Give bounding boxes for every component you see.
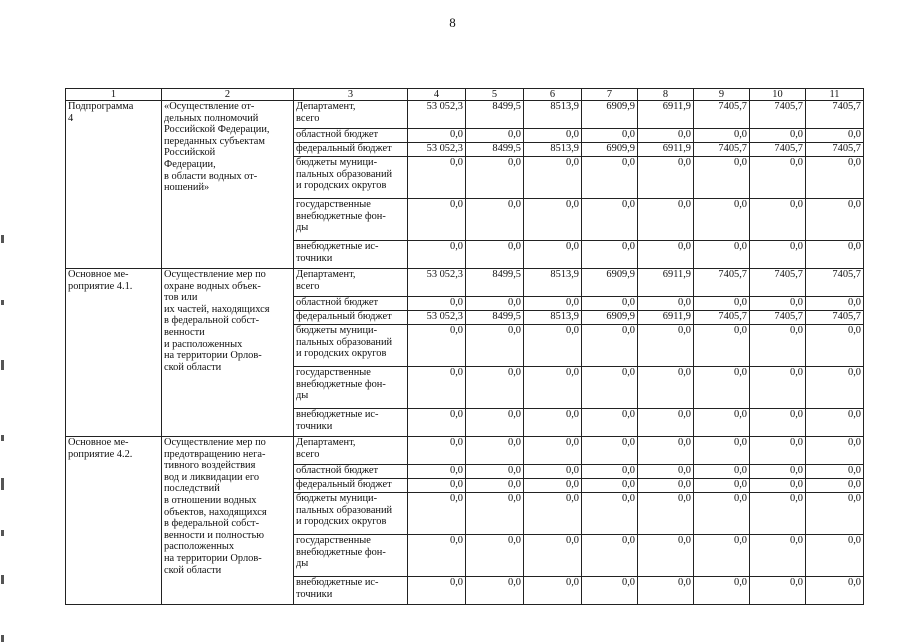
program-name-cell: Основное ме- роприятие 4.2.	[66, 437, 162, 605]
amount-cell: 0,0	[582, 479, 638, 493]
amount-cell: 0,0	[750, 437, 806, 465]
amount-cell: 0,0	[694, 157, 750, 199]
funding-source-cell: федеральный бюджет	[294, 311, 408, 325]
amount-cell: 7405,7	[750, 269, 806, 297]
amount-cell: 0,0	[524, 367, 582, 409]
amount-cell: 0,0	[582, 241, 638, 269]
amount-cell: 7405,7	[806, 101, 864, 129]
amount-cell: 8513,9	[524, 269, 582, 297]
funding-source-cell: Департамент, всего	[294, 269, 408, 297]
table-row	[66, 269, 864, 297]
amount-cell: 0,0	[750, 297, 806, 311]
amount-cell: 6909,9	[582, 143, 638, 157]
amount-cell: 0,0	[466, 577, 524, 605]
amount-cell: 0,0	[524, 409, 582, 437]
amount-cell: 0,0	[408, 199, 466, 241]
amount-cell: 0,0	[408, 465, 466, 479]
amount-cell: 0,0	[466, 367, 524, 409]
amount-cell: 0,0	[694, 535, 750, 577]
amount-cell: 6911,9	[638, 269, 694, 297]
amount-cell: 6909,9	[582, 101, 638, 129]
program-description-cell: «Осуществление от- дельных полномочий Российской Федерации, переданных субъектам Российской Федерации, в области водных от- ношений»	[162, 101, 294, 269]
amount-cell: 7405,7	[806, 269, 864, 297]
header-cell: 6	[524, 89, 582, 101]
amount-cell: 0,0	[408, 157, 466, 199]
amount-cell: 0,0	[638, 157, 694, 199]
amount-cell: 7405,7	[806, 311, 864, 325]
amount-cell: 0,0	[694, 437, 750, 465]
amount-cell: 0,0	[524, 577, 582, 605]
amount-cell: 0,0	[466, 157, 524, 199]
funding-source-cell: внебюджетные ис- точники	[294, 409, 408, 437]
amount-cell: 0,0	[466, 409, 524, 437]
amount-cell: 0,0	[806, 479, 864, 493]
amount-cell: 0,0	[582, 535, 638, 577]
amount-cell: 0,0	[750, 577, 806, 605]
amount-cell: 53 052,3	[408, 143, 466, 157]
header-cell: 4	[408, 89, 466, 101]
amount-cell: 0,0	[408, 479, 466, 493]
header-cell: 11	[806, 89, 864, 101]
amount-cell: 0,0	[806, 493, 864, 535]
amount-cell: 0,0	[638, 535, 694, 577]
amount-cell: 0,0	[806, 577, 864, 605]
funding-source-cell: бюджеты муници- пальных образований и городских округов	[294, 493, 408, 535]
amount-cell: 0,0	[750, 465, 806, 479]
amount-cell: 8513,9	[524, 143, 582, 157]
amount-cell: 7405,7	[694, 311, 750, 325]
amount-cell: 7405,7	[750, 311, 806, 325]
program-name-cell: Подпрограмма 4	[66, 101, 162, 269]
amount-cell: 7405,7	[806, 143, 864, 157]
amount-cell: 8513,9	[524, 311, 582, 325]
amount-cell: 0,0	[524, 325, 582, 367]
funding-source-cell: бюджеты муници- пальных образований и городских округов	[294, 157, 408, 199]
amount-cell: 0,0	[524, 241, 582, 269]
amount-cell: 0,0	[750, 199, 806, 241]
amount-cell: 0,0	[638, 409, 694, 437]
amount-cell: 0,0	[638, 241, 694, 269]
amount-cell: 0,0	[466, 325, 524, 367]
amount-cell: 0,0	[694, 367, 750, 409]
amount-cell: 0,0	[466, 199, 524, 241]
amount-cell: 0,0	[750, 409, 806, 437]
amount-cell: 0,0	[694, 199, 750, 241]
funding-source-cell: государственные внебюджетные фон- ды	[294, 535, 408, 577]
amount-cell: 0,0	[638, 577, 694, 605]
funding-source-cell: федеральный бюджет	[294, 143, 408, 157]
amount-cell: 0,0	[524, 479, 582, 493]
amount-cell: 6909,9	[582, 311, 638, 325]
amount-cell: 0,0	[806, 409, 864, 437]
amount-cell: 0,0	[582, 493, 638, 535]
amount-cell: 7405,7	[694, 101, 750, 129]
program-name-cell: Основное ме- роприятие 4.1.	[66, 269, 162, 437]
amount-cell: 53 052,3	[408, 269, 466, 297]
amount-cell: 0,0	[638, 465, 694, 479]
header-cell: 5	[466, 89, 524, 101]
amount-cell: 0,0	[806, 129, 864, 143]
amount-cell: 0,0	[408, 535, 466, 577]
scan-edge-marks	[0, 60, 6, 640]
amount-cell: 6911,9	[638, 143, 694, 157]
header-cell: 2	[162, 89, 294, 101]
amount-cell: 0,0	[524, 297, 582, 311]
amount-cell: 0,0	[694, 577, 750, 605]
amount-cell: 0,0	[806, 535, 864, 577]
amount-cell: 0,0	[408, 437, 466, 465]
amount-cell: 0,0	[408, 493, 466, 535]
amount-cell: 7405,7	[694, 143, 750, 157]
amount-cell: 0,0	[466, 129, 524, 143]
amount-cell: 8499,5	[466, 311, 524, 325]
amount-cell: 0,0	[408, 577, 466, 605]
amount-cell: 0,0	[694, 241, 750, 269]
page-number: 8	[449, 15, 456, 30]
amount-cell: 0,0	[806, 297, 864, 311]
amount-cell: 0,0	[694, 325, 750, 367]
amount-cell: 0,0	[408, 409, 466, 437]
amount-cell: 0,0	[408, 367, 466, 409]
funding-source-cell: внебюджетные ис- точники	[294, 241, 408, 269]
amount-cell: 0,0	[750, 157, 806, 199]
amount-cell: 6911,9	[638, 101, 694, 129]
amount-cell: 53 052,3	[408, 101, 466, 129]
amount-cell: 53 052,3	[408, 311, 466, 325]
amount-cell: 0,0	[638, 199, 694, 241]
amount-cell: 0,0	[524, 129, 582, 143]
header-cell: 9	[694, 89, 750, 101]
amount-cell: 0,0	[638, 493, 694, 535]
amount-cell: 7405,7	[750, 143, 806, 157]
header-cell: 7	[582, 89, 638, 101]
amount-cell: 8513,9	[524, 101, 582, 129]
amount-cell: 0,0	[524, 535, 582, 577]
amount-cell: 8499,5	[466, 101, 524, 129]
amount-cell: 0,0	[694, 493, 750, 535]
amount-cell: 0,0	[750, 325, 806, 367]
budget-table	[65, 88, 864, 605]
amount-cell: 0,0	[694, 479, 750, 493]
amount-cell: 0,0	[806, 367, 864, 409]
header-row	[66, 89, 864, 101]
amount-cell: 0,0	[750, 129, 806, 143]
program-description-cell: Осуществление мер по охране водных объек- тов или их частей, находящихся в федеральной собст- венности и расположенных на территории Орлов- ской области	[162, 269, 294, 437]
amount-cell: 0,0	[638, 437, 694, 465]
amount-cell: 0,0	[408, 241, 466, 269]
amount-cell: 0,0	[582, 409, 638, 437]
amount-cell: 0,0	[638, 325, 694, 367]
amount-cell: 0,0	[582, 297, 638, 311]
funding-source-cell: областной бюджет	[294, 129, 408, 143]
header-cell: 3	[294, 89, 408, 101]
amount-cell: 0,0	[806, 325, 864, 367]
amount-cell: 0,0	[806, 465, 864, 479]
funding-source-cell: Департамент, всего	[294, 437, 408, 465]
funding-source-cell: Департамент, всего	[294, 101, 408, 129]
amount-cell: 0,0	[466, 535, 524, 577]
amount-cell: 0,0	[524, 199, 582, 241]
funding-source-cell: областной бюджет	[294, 465, 408, 479]
header-cell: 1	[66, 89, 162, 101]
amount-cell: 0,0	[408, 297, 466, 311]
funding-source-cell: государственные внебюджетные фон- ды	[294, 199, 408, 241]
amount-cell: 6909,9	[582, 269, 638, 297]
header-cell: 8	[638, 89, 694, 101]
amount-cell: 0,0	[466, 493, 524, 535]
amount-cell: 8499,5	[466, 143, 524, 157]
amount-cell: 0,0	[582, 437, 638, 465]
amount-cell: 0,0	[524, 465, 582, 479]
amount-cell: 0,0	[408, 325, 466, 367]
header-cell: 10	[750, 89, 806, 101]
amount-cell: 0,0	[694, 409, 750, 437]
amount-cell: 0,0	[638, 129, 694, 143]
amount-cell: 0,0	[408, 129, 466, 143]
funding-source-cell: федеральный бюджет	[294, 479, 408, 493]
amount-cell: 0,0	[806, 157, 864, 199]
budget-table-body	[66, 89, 864, 605]
amount-cell: 0,0	[582, 577, 638, 605]
amount-cell: 0,0	[694, 297, 750, 311]
amount-cell: 0,0	[638, 479, 694, 493]
amount-cell: 0,0	[750, 479, 806, 493]
amount-cell: 0,0	[806, 437, 864, 465]
amount-cell: 0,0	[750, 367, 806, 409]
funding-source-cell: областной бюджет	[294, 297, 408, 311]
amount-cell: 0,0	[750, 493, 806, 535]
amount-cell: 0,0	[750, 535, 806, 577]
amount-cell: 0,0	[466, 437, 524, 465]
amount-cell: 0,0	[750, 241, 806, 269]
amount-cell: 0,0	[524, 493, 582, 535]
amount-cell: 0,0	[582, 367, 638, 409]
amount-cell: 8499,5	[466, 269, 524, 297]
funding-source-cell: государственные внебюджетные фон- ды	[294, 367, 408, 409]
amount-cell: 0,0	[524, 157, 582, 199]
amount-cell: 0,0	[466, 241, 524, 269]
amount-cell: 0,0	[466, 465, 524, 479]
amount-cell: 0,0	[582, 325, 638, 367]
funding-source-cell: внебюджетные ис- точники	[294, 577, 408, 605]
amount-cell: 0,0	[638, 367, 694, 409]
table-row	[66, 437, 864, 465]
amount-cell: 0,0	[582, 129, 638, 143]
amount-cell: 7405,7	[750, 101, 806, 129]
amount-cell: 0,0	[582, 157, 638, 199]
amount-cell: 0,0	[582, 465, 638, 479]
amount-cell: 0,0	[694, 129, 750, 143]
amount-cell: 0,0	[524, 437, 582, 465]
amount-cell: 0,0	[806, 241, 864, 269]
amount-cell: 0,0	[638, 297, 694, 311]
amount-cell: 0,0	[582, 199, 638, 241]
amount-cell: 0,0	[466, 479, 524, 493]
amount-cell: 0,0	[694, 465, 750, 479]
table-row	[66, 101, 864, 129]
amount-cell: 7405,7	[694, 269, 750, 297]
funding-source-cell: бюджеты муници- пальных образований и городских округов	[294, 325, 408, 367]
program-description-cell: Осуществление мер по предотвращению нега- тивного воздействия вод и ликвидации его последствий в отношении водных объектов, находящихся в федеральной собст- венности и полностью расположенных на территории Орлов- ской области	[162, 437, 294, 605]
amount-cell: 0,0	[466, 297, 524, 311]
amount-cell: 0,0	[806, 199, 864, 241]
amount-cell: 6911,9	[638, 311, 694, 325]
